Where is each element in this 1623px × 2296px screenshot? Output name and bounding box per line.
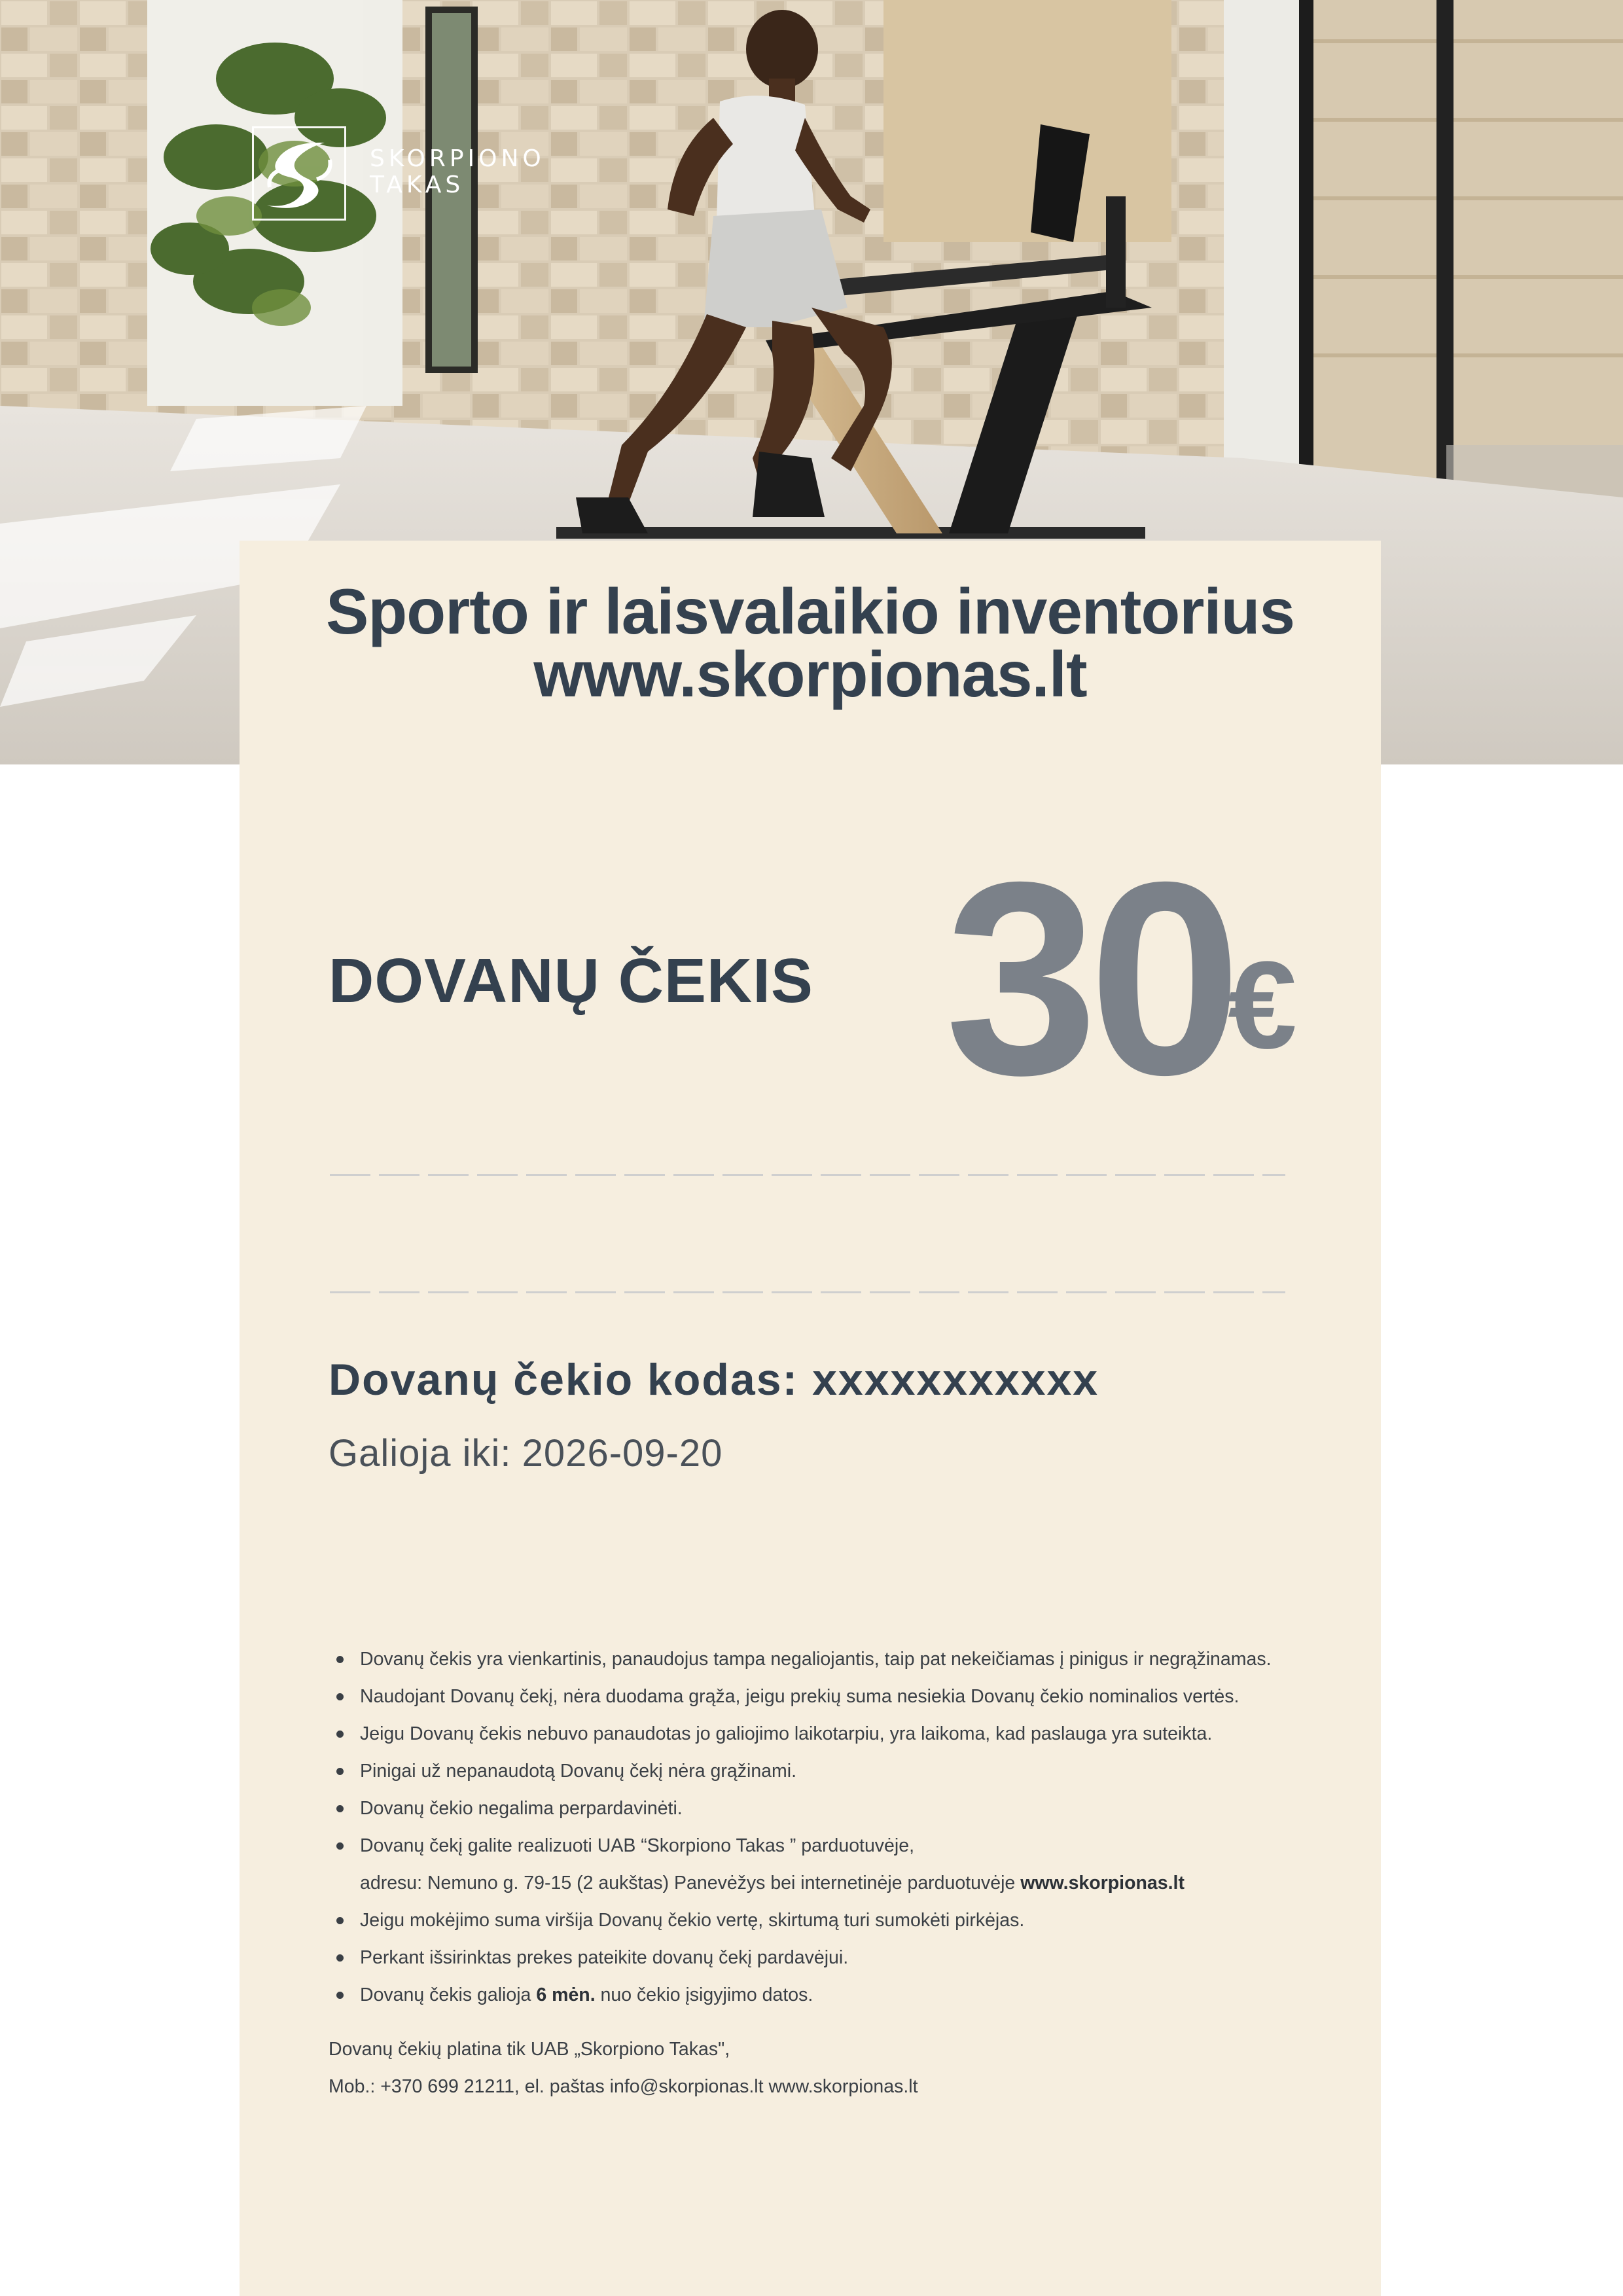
logo-line-1: SKORPIONO [370, 145, 545, 172]
voucher-code-value: xxxxxxxxxxx [812, 1355, 1099, 1405]
logo-wordmark [370, 146, 545, 198]
rule-item: Dovanų čekis yra vienkartinis, panaudojus tampa negaliojantis, taip pat nekeičiamas į pinigus ir negrąžinamas. [329, 1641, 1349, 1678]
validity-period: 6 mėn. [536, 1984, 596, 2005]
store-headline [240, 575, 1381, 710]
brand-logo [252, 126, 545, 221]
rule-item: Perkant išsirinktas prekes pateikite dovanų čekį pardavėjui. [329, 1939, 1349, 1977]
voucher-validity [329, 1431, 722, 1477]
rule-text: nuo čekio įsigyjimo datos. [600, 1984, 813, 2005]
rule-item: Jeigu Dovanų čekis nebuvo panaudotas jo galiojimo laikotarpiu, yra laikoma, kad paslauga yra suteikta. [329, 1715, 1349, 1753]
store-tagline: Sporto ir laisvalaikio inventorius [326, 575, 1294, 647]
voucher-title: DOVANŲ ČEKIS [329, 946, 813, 1016]
rule-text: Dovanų čekis galioja [360, 1984, 531, 2005]
gift-voucher-card [240, 541, 1381, 2296]
voucher-currency: € [1228, 936, 1297, 1075]
logo-mark [252, 126, 346, 221]
store-link[interactable]: www.skorpionas.lt [1020, 1873, 1185, 1893]
voucher-footer [329, 2031, 918, 2106]
rule-item: Pinigai už nepanaudotą Dovanų čekį nėra grąžinami. [329, 1753, 1349, 1790]
store-address: adresu: Nemuno g. 79-15 (2 aukštas) Panevėžys bei internetinėje parduotuvėje [360, 1873, 1016, 1893]
footer-contacts: Mob.: +370 699 21211, el. paštas info@skorpionas.lt www.skorpionas.lt [329, 2076, 918, 2097]
rule-item [329, 1977, 1349, 2014]
dashed-divider [330, 1174, 1285, 1176]
validity-label: Galioja iki: [329, 1432, 512, 1475]
rule-item: Dovanų čekį galite realizuoti UAB “Skorpiono Takas ” parduotuvėje, [329, 1827, 1349, 1865]
validity-date: 2026-09-20 [522, 1432, 723, 1475]
scorpion-s-icon [254, 128, 344, 219]
store-website: www.skorpionas.lt [533, 638, 1087, 710]
rule-item: Naudojant Dovanų čekį, nėra duodama grąža, jeigu prekių suma nesiekia Dovanų čekio nominalios vertės. [329, 1678, 1349, 1715]
footer-distributor: Dovanų čekių platina tik UAB „Skorpiono Takas", [329, 2039, 730, 2060]
voucher-rules-list [329, 1641, 1349, 2014]
voucher-code-label: Dovanų čekio kodas: [329, 1355, 799, 1405]
rule-item: Dovanų čekio negalima perpardavinėti. [329, 1790, 1349, 1827]
rule-item: Jeigu mokėjimo suma viršija Dovanų čekio vertę, skirtumą turi sumokėti pirkėjas. [329, 1902, 1349, 1939]
dashed-divider [330, 1291, 1285, 1293]
voucher-code [329, 1354, 1099, 1406]
rule-item-continuation [329, 1865, 1349, 1902]
voucher-amount: 30 [945, 825, 1233, 1132]
logo-line-2: TAKAS [370, 171, 465, 198]
